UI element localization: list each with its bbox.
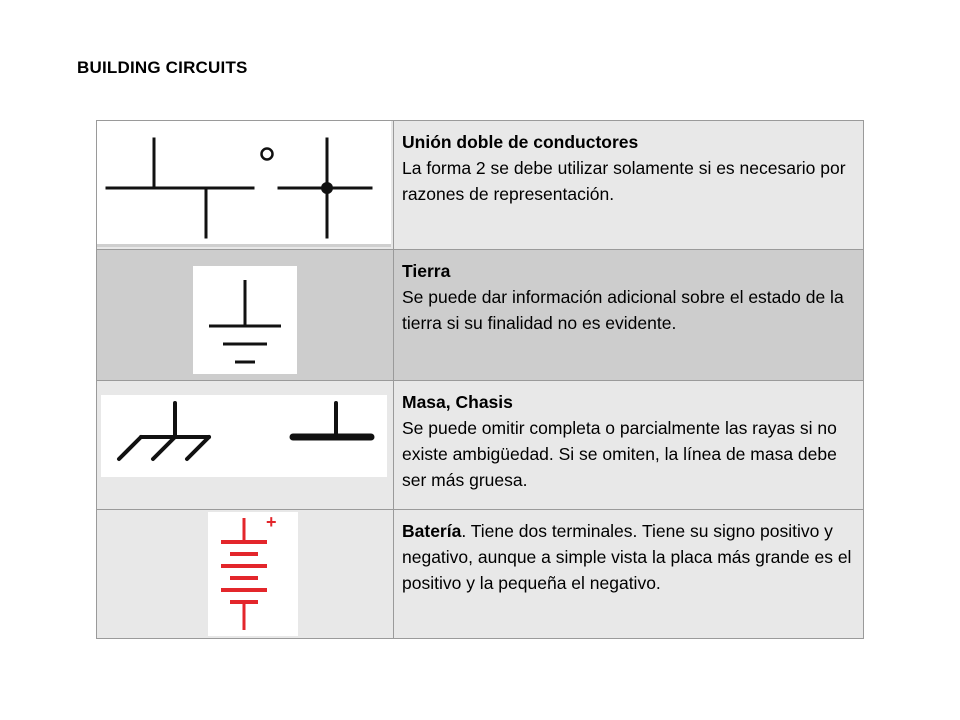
earth-ground-icon	[193, 266, 297, 374]
table-row	[97, 121, 864, 250]
table-row	[97, 250, 864, 381]
row-heading: Tierra	[402, 261, 451, 281]
page-title: BUILDING CIRCUITS	[77, 58, 248, 77]
battery-plus-sign: +	[266, 512, 277, 532]
row-heading: Masa, Chasis	[402, 392, 513, 412]
row-text: Se puede dar información adicional sobre el estado de la tierra si su finalidad no es evidente.	[402, 287, 844, 333]
chassis-ground-icon	[101, 395, 387, 477]
battery-icon	[208, 512, 298, 636]
symbol-cell	[97, 381, 394, 510]
table-row	[97, 510, 864, 639]
table-row	[97, 381, 864, 510]
description-cell	[394, 510, 864, 639]
symbol-cell	[97, 510, 394, 639]
row-heading: Unión doble de conductores	[402, 132, 639, 152]
row-text: Se puede omitir completa o parcialmente las rayas si no existe ambigüedad. Si se omiten, la línea de masa debe ser más gruesa.	[402, 418, 837, 490]
symbol-cell	[97, 250, 394, 381]
description-cell	[394, 381, 864, 510]
conductor-junction-icon	[97, 121, 393, 247]
row-heading: Batería	[402, 521, 462, 541]
symbol-cell	[97, 121, 394, 250]
description-cell	[394, 250, 864, 381]
row-text: . Tiene dos terminales. Tiene su signo positivo y negativo, aunque a simple vista la placa más grande es el positivo y la pequeña el negativo.	[402, 521, 852, 593]
description-cell	[394, 121, 864, 250]
symbols-table	[96, 120, 864, 639]
row-text: La forma 2 se debe utilizar solamente si es necesario por razones de representación.	[402, 158, 846, 204]
